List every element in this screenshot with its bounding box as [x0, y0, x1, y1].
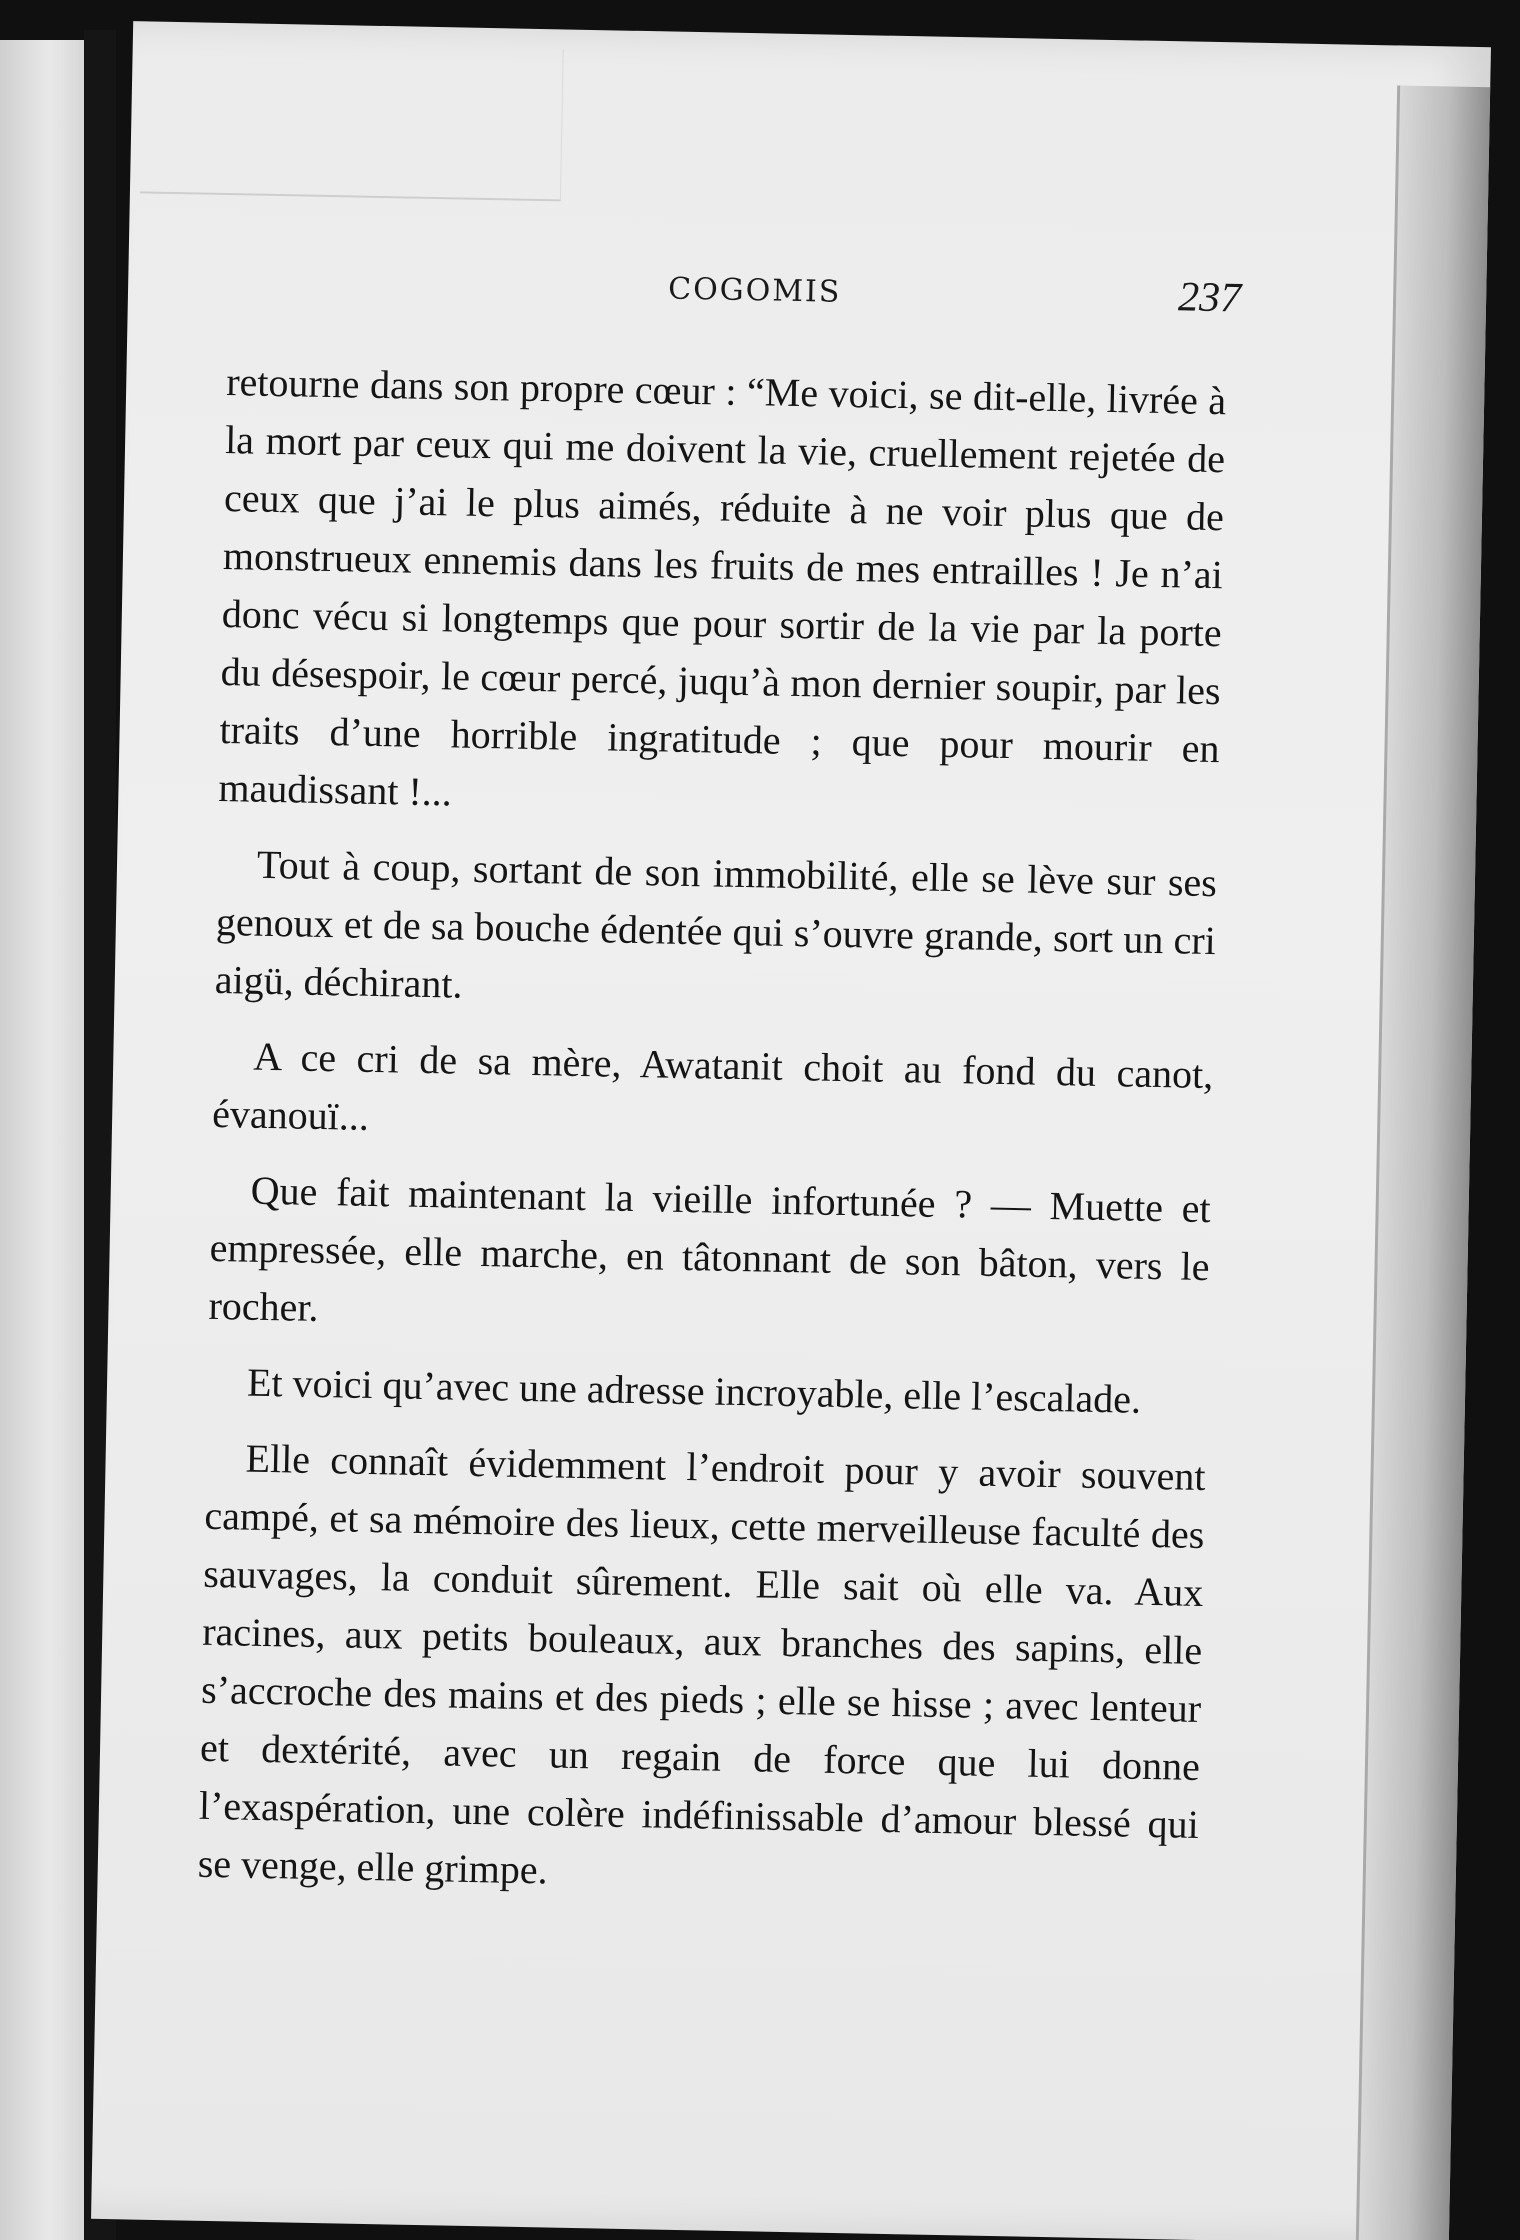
page-header: [127, 261, 1368, 345]
paragraph: retourne dans son propre cœur : “Me voici, se dit-elle, livrée à la mort par ceux qui me doivent la vie, cruellement rejetée de ceux que j’ai le plus aimés, réduite à ne voir plus que de monstrueux ennemis dans les fruits de mes entrailles ! Je n’ai donc vécu si longtemps que pour sortir de la vie par la porte du désespoir, le cœur percé, juqu’à mon dernier soupir, par les traits d’une horrible ingratitude ; que pour mourir en maudissant !...: [218, 359, 1227, 815]
running-head: COGOMIS: [667, 271, 842, 310]
paragraph: Et voici qu’avec une adresse incroyable, elle l’escalade.: [246, 1359, 1142, 1422]
book-page: [91, 21, 1491, 2240]
paragraph: Que fait maintenant la vieille infortunée ? — Muette et empressée, elle marche, en tâtonnant de son bâton, vers le rocher.: [208, 1167, 1212, 1330]
paragraph: A ce cri de sa mère, Awatanit choit au fond du canot, évanouï...: [211, 1033, 1214, 1139]
paragraph: Tout à coup, sortant de son immobilité, elle se lève sur ses genoux et de sa bouche édentée qui s’ouvre grande, sort un cri aigü, déchirant.: [214, 841, 1218, 1007]
body-text: [197, 353, 1227, 1930]
facing-page-edge: [0, 40, 84, 2240]
paragraph: Elle connaît évidemment l’endroit pour y avoir souvent campé, et sa mémoire des lieux, cette merveilleuse faculté des sauvages, la conduit sûrement. Elle sait où elle va. Aux racines, aux petits bouleaux, aux branches des sapins, elle s’accroche des mains et des pieds ; elle se hisse ; avec lenteur et dextérité, avec un regain de force que lui donne l’exaspération, une colère indéfinissable d’amour blessé qui se venge, elle grimpe.: [197, 1435, 1206, 1893]
page-number: 237: [1177, 274, 1242, 322]
page-right-edge: [1356, 85, 1490, 2240]
page-wear-mark: [140, 41, 564, 201]
